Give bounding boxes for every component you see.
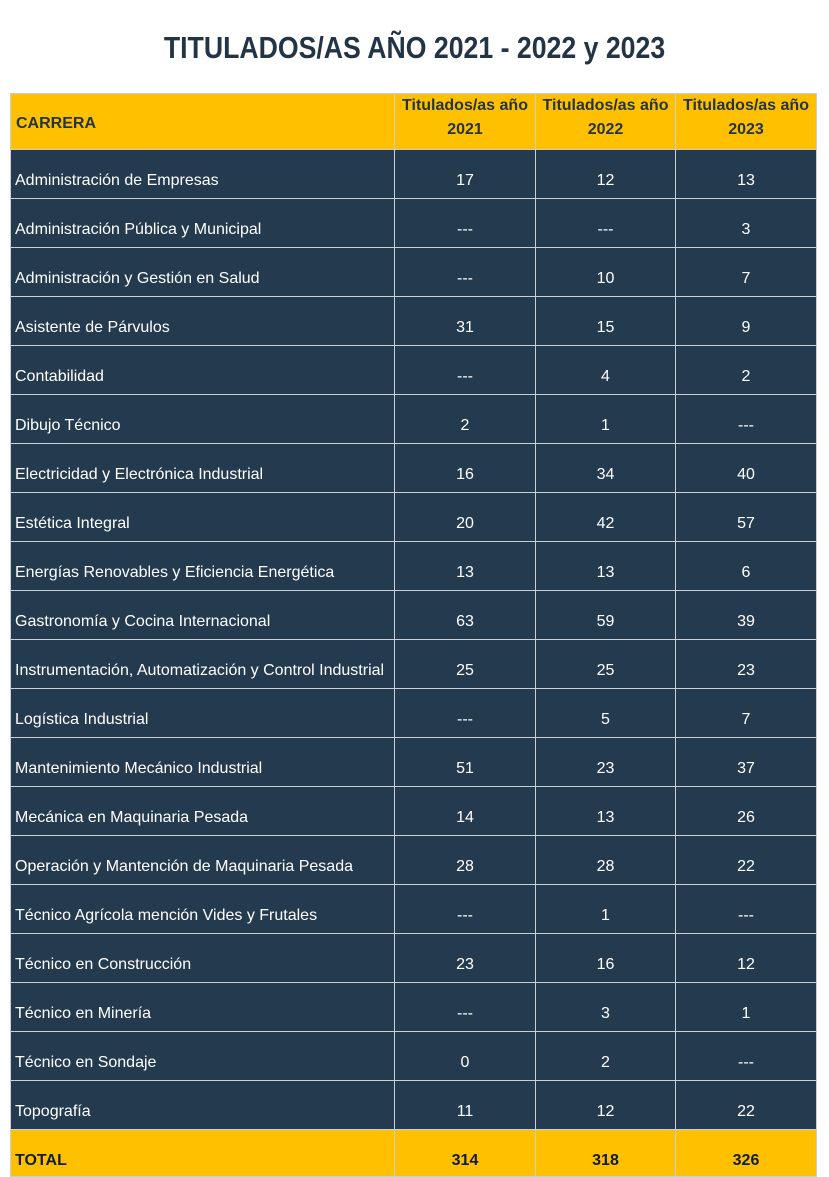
value-2022-cell: 2	[536, 1032, 676, 1081]
value-2022-cell: 5	[536, 689, 676, 738]
value-2022-cell: 16	[536, 934, 676, 983]
value-2022-cell: 1	[536, 885, 676, 934]
value-2023-cell: 7	[676, 248, 817, 297]
carrera-cell: Asistente de Párvulos	[11, 297, 395, 346]
value-2021-cell: 31	[395, 297, 536, 346]
value-2023-cell: 57	[676, 493, 817, 542]
value-2023-cell: 40	[676, 444, 817, 493]
value-2022-cell: 4	[536, 346, 676, 395]
table-row	[11, 836, 817, 885]
carrera-cell: Mecánica en Maquinaria Pesada	[11, 787, 395, 836]
value-2021-cell: ---	[395, 885, 536, 934]
value-2023-cell: 6	[676, 542, 817, 591]
value-2022-cell: 13	[536, 787, 676, 836]
carrera-cell: Logística Industrial	[11, 689, 395, 738]
value-2022-cell: ---	[536, 199, 676, 248]
carrera-cell: Instrumentación, Automatización y Control Industrial	[11, 640, 395, 689]
carrera-cell: Administración Pública y Municipal	[11, 199, 395, 248]
value-2021-cell: ---	[395, 689, 536, 738]
value-2023-cell: 7	[676, 689, 817, 738]
header-2021-line1: Titulados/as año	[402, 97, 528, 114]
header-carrera: CARRERA	[11, 94, 395, 150]
total-label: TOTAL	[11, 1130, 395, 1177]
value-2022-cell: 12	[536, 150, 676, 199]
table-row	[11, 591, 817, 640]
value-2021-cell: 0	[395, 1032, 536, 1081]
value-2021-cell: 13	[395, 542, 536, 591]
value-2021-cell: 63	[395, 591, 536, 640]
table-row	[11, 542, 817, 591]
carrera-cell: Dibujo Técnico	[11, 395, 395, 444]
carrera-cell: Administración y Gestión en Salud	[11, 248, 395, 297]
value-2022-cell: 3	[536, 983, 676, 1032]
table-row	[11, 346, 817, 395]
total-2021: 314	[395, 1130, 536, 1177]
value-2023-cell: ---	[676, 395, 817, 444]
header-2022-line2: 2022	[587, 121, 624, 138]
value-2021-cell: 16	[395, 444, 536, 493]
header-2022-line1: Titulados/as año	[542, 97, 669, 114]
carrera-cell: Técnico en Construcción	[11, 934, 395, 983]
value-2022-cell: 25	[536, 640, 676, 689]
carrera-cell: Técnico en Sondaje	[11, 1032, 395, 1081]
value-2023-cell: 13	[676, 150, 817, 199]
value-2021-cell: 17	[395, 150, 536, 199]
header-2023	[676, 94, 817, 150]
carrera-cell: Energías Renovables y Eficiencia Energética	[11, 542, 395, 591]
carrera-cell: Contabilidad	[11, 346, 395, 395]
header-2023-line2: 2023	[728, 121, 764, 138]
value-2022-cell: 1	[536, 395, 676, 444]
table-row	[11, 1081, 817, 1130]
value-2022-cell: 10	[536, 248, 676, 297]
table-row	[11, 1032, 817, 1081]
value-2023-cell: 9	[676, 297, 817, 346]
carrera-cell: Técnico Agrícola mención Vides y Frutales	[11, 885, 395, 934]
value-2023-cell: 26	[676, 787, 817, 836]
value-2021-cell: 20	[395, 493, 536, 542]
value-2023-cell: 22	[676, 1081, 817, 1130]
value-2021-cell: ---	[395, 983, 536, 1032]
value-2021-cell: ---	[395, 199, 536, 248]
table-row	[11, 444, 817, 493]
header-2022	[536, 94, 676, 150]
value-2022-cell: 59	[536, 591, 676, 640]
table-header-row	[11, 94, 817, 150]
value-2022-cell: 28	[536, 836, 676, 885]
value-2021-cell: 2	[395, 395, 536, 444]
table-row	[11, 150, 817, 199]
header-2023-line1: Titulados/as año	[683, 97, 809, 114]
table-row	[11, 885, 817, 934]
page-title: TITULADOS/AS AÑO 2021 - 2022 y 2023	[163, 30, 666, 65]
value-2022-cell: 23	[536, 738, 676, 787]
carrera-cell: Topografía	[11, 1081, 395, 1130]
value-2021-cell: 11	[395, 1081, 536, 1130]
carrera-cell: Mantenimiento Mecánico Industrial	[11, 738, 395, 787]
carrera-cell: Estética Integral	[11, 493, 395, 542]
table-row	[11, 787, 817, 836]
value-2021-cell: 51	[395, 738, 536, 787]
value-2022-cell: 13	[536, 542, 676, 591]
value-2023-cell: 39	[676, 591, 817, 640]
table-row	[11, 640, 817, 689]
table-row	[11, 395, 817, 444]
value-2021-cell: 25	[395, 640, 536, 689]
value-2023-cell: ---	[676, 1032, 817, 1081]
value-2022-cell: 34	[536, 444, 676, 493]
value-2023-cell: 37	[676, 738, 817, 787]
value-2023-cell: 2	[676, 346, 817, 395]
value-2022-cell: 42	[536, 493, 676, 542]
carrera-cell: Operación y Mantención de Maquinaria Pesada	[11, 836, 395, 885]
carrera-cell: Administración de Empresas	[11, 150, 395, 199]
table-row	[11, 738, 817, 787]
value-2021-cell: 23	[395, 934, 536, 983]
value-2023-cell: 12	[676, 934, 817, 983]
carrera-cell: Electricidad y Electrónica Industrial	[11, 444, 395, 493]
value-2023-cell: 1	[676, 983, 817, 1032]
table-row	[11, 199, 817, 248]
table-row	[11, 297, 817, 346]
carrera-cell: Técnico en Minería	[11, 983, 395, 1032]
value-2021-cell: 28	[395, 836, 536, 885]
table-row	[11, 934, 817, 983]
value-2023-cell: 22	[676, 836, 817, 885]
table-row	[11, 248, 817, 297]
header-2021-line2: 2021	[447, 121, 483, 138]
value-2021-cell: 14	[395, 787, 536, 836]
total-2022: 318	[536, 1130, 676, 1177]
table-row	[11, 983, 817, 1032]
value-2023-cell: 3	[676, 199, 817, 248]
table-row	[11, 689, 817, 738]
value-2023-cell: 23	[676, 640, 817, 689]
total-2023: 326	[676, 1130, 817, 1177]
header-2021	[395, 94, 536, 150]
value-2021-cell: ---	[395, 248, 536, 297]
carrera-cell: Gastronomía y Cocina Internacional	[11, 591, 395, 640]
value-2022-cell: 15	[536, 297, 676, 346]
titulados-table	[10, 93, 817, 1177]
table-row	[11, 493, 817, 542]
value-2023-cell: ---	[676, 885, 817, 934]
value-2022-cell: 12	[536, 1081, 676, 1130]
total-row	[11, 1130, 817, 1177]
value-2021-cell: ---	[395, 346, 536, 395]
